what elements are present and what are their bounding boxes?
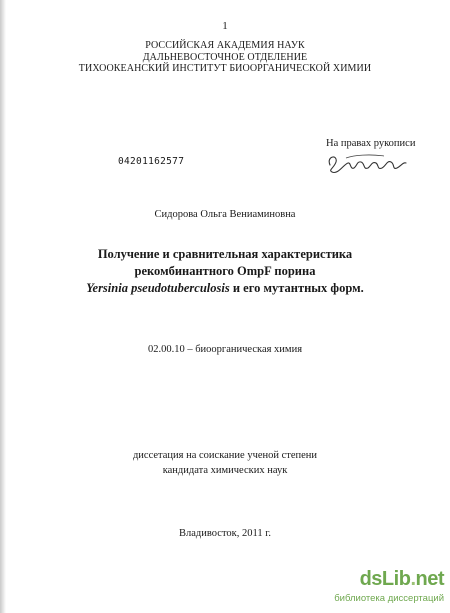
institution-header [0, 40, 450, 75]
degree-statement [0, 448, 450, 478]
title-line [0, 280, 450, 297]
institution-line: РОССИЙСКАЯ АКАДЕМИЯ НАУК [145, 40, 305, 51]
institution-line: ДАЛЬНЕВОСТОЧНОЕ ОТДЕЛЕНИЕ [142, 51, 308, 63]
degree-line: диссетация на соискание ученой степени [132, 450, 318, 461]
title-line: рекомбинантного OmpF порина [134, 264, 316, 278]
title-line-rest: и его мутантных форм. [229, 281, 364, 295]
specialty-code: 02.00.10 – биоорганическая химия [147, 344, 303, 355]
degree-line: кандидата химических наук [162, 465, 288, 476]
document-code: 04201162577 [118, 156, 185, 167]
dissertation-title [0, 246, 450, 297]
watermark-brand: dsLib.net [359, 568, 444, 590]
city-year: Владивосток, 2011 г. [179, 528, 271, 539]
title-line: Получение и сравнительная характеристика [97, 247, 353, 261]
scan-edge-shadow [0, 0, 6, 613]
handwritten-signature [324, 150, 408, 176]
rights-note: На правах рукописи [326, 138, 416, 149]
author-name: Сидорова Ольга Вениаминовна [154, 209, 296, 220]
page-number: 1 [222, 20, 228, 32]
watermark-subtitle: библиотека диссертаций [334, 593, 444, 604]
title-species: Yersinia pseudotuberculosis [86, 281, 230, 295]
watermark-logo [334, 568, 446, 610]
institution-line: ТИХООКЕАНСКИЙ ИНСТИТУТ БИООРГАНИЧЕСКОЙ ХИМИИ [78, 63, 372, 74]
